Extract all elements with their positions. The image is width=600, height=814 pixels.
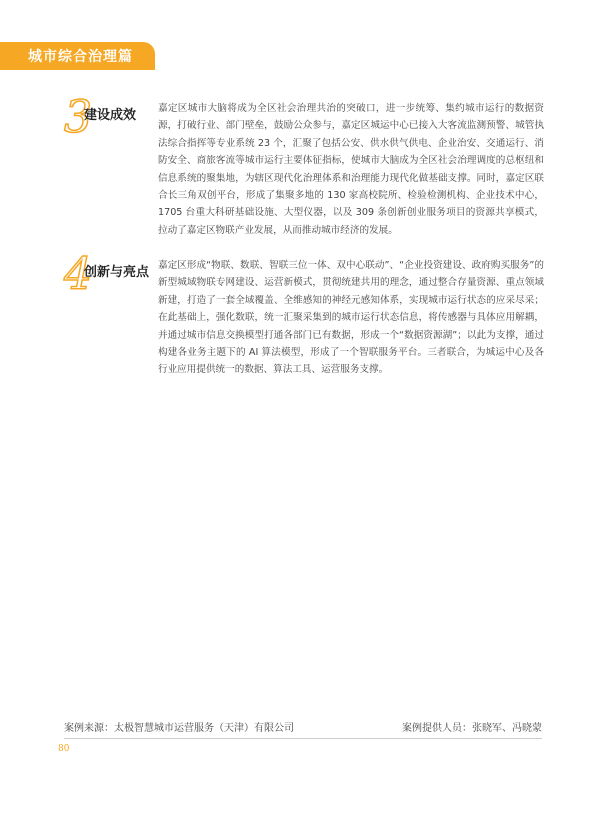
page-number: 80 — [58, 744, 70, 754]
section-body: 嘉定区形成“物联、数联、智联三位一体、双中心联动”、“企业投资建设、政府购买服务”的新型城域物联专网建设、运营新模式，贯彻统建共用的理念，通过整合存量资源、重点领域新建，打造了一套全域覆盖、全维感知的神经元感知体系，实现城市运行状态的应采尽采；在此基础上，强化数联，统一汇聚采集到的城市运行状态信息，将传感器与具体应用解耦，并通过城市信息交换模型打通各部门已有数据，形成一个“数据资源湖”；以此为支撑，通过构建各业务主题下的 AI 算法模型，形成了一个智联服务平台。三者联合，为城运中心及各行业应用提供统一的数据、算法工具、运营服务支撑。 — [158, 260, 544, 376]
section-innovation — [64, 249, 544, 379]
section-title: 建设成效 — [84, 108, 137, 123]
section-tab — [0, 42, 155, 70]
section-number: 3 — [64, 92, 92, 143]
section-body: 嘉定区城市大脑将成为全区社会治理共治的突破口，进一步统筹、集约城市运行的数据资源，打破行业、部门壁垒，鼓励公众参与，嘉定区城运中心已接入大客流监测预警、城管执法综合指挥等专业系统 23 个，汇聚了包括公安、供水供气供电、企业治安、交通运行、消防安全、商旅客流等城市运行主要体征指标，使城市大脑成为全区社会治理调度的总枢纽和信息系统的聚集地，为辖区现代化治理体系和治理能力现代化做基础支撑。同时，嘉定区联合长三角双创平台，形成了集聚多地的 130 家高校院所、检验检测机构、企业技术中心，1705 台重大科研基础设施、大型仪器，以及 309 条创新创业服务项目的资源共享模式，拉动了嘉定区物联产业发展，从而推动城市经济的发展。 — [158, 103, 544, 236]
section-heading — [64, 92, 156, 143]
case-source: 案例来源：太极智慧城市运营服务（天津）有限公司 — [64, 723, 294, 734]
section-title: 创新与亮点 — [84, 265, 150, 280]
section-results — [64, 92, 544, 239]
footer-divider — [64, 738, 542, 739]
section-tab-label: 城市综合治理篇 — [28, 49, 133, 65]
section-heading — [64, 249, 156, 300]
section-number: 4 — [64, 249, 92, 300]
case-contributors: 案例提供人员：张晓军、冯晓蒙 — [402, 723, 542, 734]
